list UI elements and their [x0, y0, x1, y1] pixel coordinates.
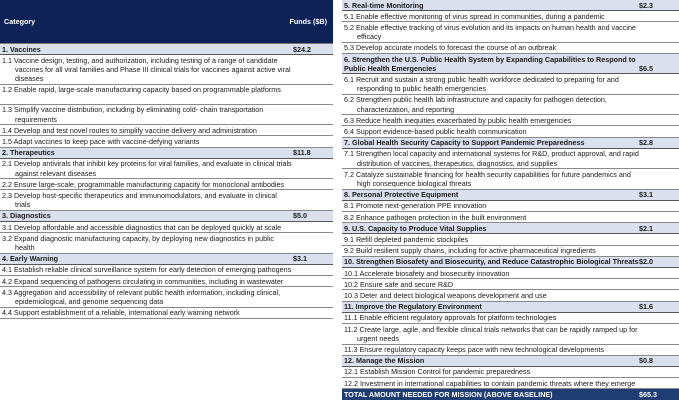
category-funds: $3.1 [293, 254, 307, 264]
line-item-funds [293, 85, 331, 103]
line-item-funds [293, 56, 331, 84]
category-row [342, 0, 679, 11]
line-item-row [342, 367, 679, 378]
line-item-row [0, 222, 333, 233]
line-item-funds [639, 23, 677, 41]
category-title: 9. U.S. Capacity to Produce Vital Supplies [344, 223, 487, 233]
line-item-text: 6.3 Reduce health inequities exacerbated by public health emergencies [344, 115, 572, 125]
category-row [0, 148, 333, 159]
line-item-text: 11.2 Create large, agile, and flexible clinical trials networks that can be rapidly ramped up for urgent needs [344, 324, 638, 343]
line-item-funds [639, 170, 677, 188]
line-item-text: 10.3 Deter and detect biological weapons development and use [344, 290, 547, 300]
category-title: 7. Global Health Security Capacity to Support Pandemic Preparedness [344, 138, 585, 148]
category-funds: $11.8 [293, 148, 311, 158]
line-item-row [0, 159, 333, 179]
line-item-row [342, 246, 679, 257]
line-item-row [0, 125, 333, 136]
line-item-row [0, 190, 333, 210]
line-item-funds [639, 43, 677, 52]
left-table [0, 0, 333, 319]
line-item-row [0, 55, 333, 85]
line-item-row [342, 268, 679, 279]
line-item-row [0, 105, 333, 125]
line-item-row [0, 308, 333, 319]
line-item-funds [639, 116, 677, 125]
line-item-text: 1.5 Adapt vaccines to keep pace with vaccine-defying variants [2, 136, 200, 146]
line-item-funds [639, 235, 677, 244]
line-item-text: 4.2 Expand sequencing of pathogens circulating in communities, including in wastewater [2, 276, 284, 286]
total-funds: $65.3 [639, 389, 657, 399]
line-item-funds [293, 288, 331, 306]
line-item-row [342, 345, 679, 356]
category-funds: $2.0 [639, 257, 653, 267]
category-row [342, 138, 679, 149]
line-item-text: 1.1 Vaccine design, testing, and authorization, including testing of a range of candidate vaccines for all viral families and Phase III clinical trials for vaccines against active viral diseases [2, 55, 291, 84]
line-item-row [342, 212, 679, 223]
category-title: 11. Improve the Regulatory Environment [344, 302, 482, 312]
category-title: 6. Strengthen the U.S. Public Health System by Expanding Capabilities to Respond to Public Health Emergencies [344, 54, 636, 73]
left-table-body [0, 44, 333, 319]
category-row [0, 254, 333, 265]
line-item-text: 4.3 Aggregation and accessibility of relevant public health information, including clinical, epidemiological, and genome sequencing data [2, 287, 281, 306]
line-item-text: 2.3 Develop host-specific therapeutics and immunomodulators, and evaluate in clinical trials [2, 190, 277, 210]
line-item-text: 6.1 Recruit and sustain a strong public health workforce dedicated to preparing for and responding to public health emergencies [344, 74, 619, 94]
category-row [0, 211, 333, 222]
line-item-row [342, 313, 679, 324]
line-item-row [342, 201, 679, 212]
line-item-funds [639, 149, 677, 167]
category-title: 2. Therapeutics [2, 148, 55, 158]
line-item-text: 8.1 Promote next-generation PPE innovation [344, 201, 487, 211]
category-title: 8. Personal Protective Equipment [344, 190, 459, 200]
line-item-funds [639, 367, 677, 376]
line-item-funds [293, 191, 331, 209]
line-item-funds [293, 234, 331, 252]
category-funds: $2.3 [639, 0, 653, 10]
line-item-row [342, 95, 679, 115]
total-row [342, 389, 679, 399]
funds-header: Funds ($B) [289, 17, 327, 26]
category-title: 10. Strengthen Biosafety and Biosecurity, and Reduce Catastrophic Biological Threats [344, 257, 639, 267]
line-item-row [0, 179, 333, 190]
line-item-row [342, 234, 679, 245]
line-item-funds [639, 280, 677, 289]
line-item-row [342, 324, 679, 344]
line-item-row [342, 115, 679, 126]
category-row [342, 356, 679, 367]
line-item-funds [639, 291, 677, 300]
line-item-funds [639, 95, 677, 113]
line-item-text: 6.2 Strengthen public health lab infrastructure and capacity for pathogen detection, characterization, and reporting [344, 95, 607, 114]
line-item-text: 9.2 Build resilient supply chains, including for active pharmaceutical ingredients [344, 246, 596, 256]
line-item-text: 1.4 Develop and test novel routes to simplify vaccine delivery and administration [2, 125, 257, 135]
line-item-row [0, 85, 333, 105]
line-item-funds [293, 308, 331, 317]
line-item-row [342, 11, 679, 22]
line-item-text: 11.1 Enable efficient regulatory approvals for platform technologies [344, 313, 557, 323]
category-row [342, 302, 679, 313]
category-funds: $2.1 [639, 223, 653, 233]
line-item-text: 2.2 Ensure large-scale, programmable manufacturing capacity for monoclonal antibodies [2, 179, 285, 189]
category-funds: $24.2 [293, 44, 311, 54]
category-row [342, 223, 679, 234]
line-item-row [342, 279, 679, 290]
line-item-row [342, 149, 679, 169]
line-item-row [342, 169, 679, 189]
line-item-row [342, 378, 679, 389]
line-item-text: 8.2 Enhance pathogen protection in the built environment [344, 212, 527, 222]
line-item-text: 9.1 Refill depleted pandemic stockpiles [344, 234, 469, 244]
line-item-funds [293, 180, 331, 189]
category-title: 5. Real-time Monitoring [344, 0, 424, 10]
line-item-text: 6.4 Support evidence-based public health communication [344, 126, 527, 136]
line-item-funds [293, 105, 331, 123]
line-item-row [342, 126, 679, 137]
line-item-funds [293, 126, 331, 135]
line-item-funds [293, 265, 331, 274]
line-item-row [342, 22, 679, 42]
line-item-funds [639, 325, 677, 343]
line-item-funds [639, 379, 677, 388]
category-row [0, 44, 333, 55]
line-item-text: 3.2 Expand diagnostic manufacturing capacity, by deploying new diagnostics in public health [2, 233, 274, 252]
line-item-text: 10.1 Accelerate biosafety and biosecurity innovation [344, 268, 510, 278]
category-row [342, 54, 679, 74]
line-item-funds [639, 127, 677, 136]
table-header [0, 0, 333, 44]
line-item-funds [639, 345, 677, 354]
category-funds: $2.8 [639, 138, 653, 148]
category-funds: $6.5 [639, 63, 653, 73]
line-item-text: 10.2 Ensure safe and secure R&D [344, 279, 454, 289]
line-item-text: 7.2 Catalyze sustainable financing for health security capabilities for future pandemics and high consequence biological threats [344, 169, 631, 188]
line-item-text: 1.3 Simplify vaccine distribution, including by eliminating cold- chain transportation requirements [2, 105, 264, 124]
line-item-row [0, 287, 333, 307]
category-funds: $5.0 [293, 211, 307, 221]
line-item-text: 12.2 Investment in international capabilities to contain pandemic threats where they emerge [344, 378, 636, 388]
category-funds: $3.1 [639, 190, 653, 200]
line-item-row [0, 265, 333, 276]
line-item-funds [293, 223, 331, 232]
line-item-text: 4.1 Establish reliable clinical surveillance system for early detection of emerging pathogens [2, 265, 292, 275]
line-item-funds [639, 269, 677, 278]
line-item-row [0, 136, 333, 147]
line-item-row [0, 276, 333, 287]
line-item-text: 4.4 Support establishment of a reliable, international early warning network [2, 308, 240, 318]
line-item-funds [639, 213, 677, 222]
line-item-funds [639, 75, 677, 93]
category-header: Category [4, 17, 36, 26]
line-item-funds [293, 277, 331, 286]
line-item-row [342, 290, 679, 301]
line-item-funds [639, 246, 677, 255]
line-item-row [342, 74, 679, 94]
category-row [342, 190, 679, 201]
line-item-text: 5.2 Enable effective tracking of virus evolution and its impacts on human health and vaccine efficacy [344, 22, 636, 42]
right-table-body [342, 0, 679, 389]
category-title: 12. Manage the Mission [344, 356, 425, 366]
line-item-funds [639, 313, 677, 322]
line-item-text: 1.2 Enable rapid, large-scale manufacturing capacity based on programmable platforms [2, 85, 281, 95]
category-funds: $1.6 [639, 302, 653, 312]
line-item-funds [639, 12, 677, 21]
line-item-text: 11.3 Ensure regulatory capacity keeps pace with new technological developments [344, 345, 604, 354]
line-item-funds [293, 137, 331, 146]
line-item-row [0, 233, 333, 253]
total-label: TOTAL AMOUNT NEEDED FOR MISSION (ABOVE BASELINE) [344, 389, 553, 399]
category-row [342, 257, 679, 268]
line-item-text: 7.1 Strengthen local capacity and international systems for R&D, product approval, and rapid distribution of vaccines, therapeutics, diagnostics, and supplies [344, 149, 639, 168]
line-item-funds [639, 201, 677, 210]
category-title: 3. Diagnostics [2, 211, 51, 221]
line-item-text: 5.1 Enable effective monitoring of virus spread in communities, during a pandemic [344, 11, 605, 21]
line-item-text: 12.1 Establish Mission Control for pandemic preparedness [344, 367, 531, 377]
category-funds: $0.8 [639, 356, 653, 366]
line-item-text: 3.1 Develop affordable and accessible diagnostics that can be deployed quickly at scale [2, 222, 282, 232]
line-item-text: 2.1 Develop antivirals that inhibit key proteins for viral families, and evaluate in clinical trials against relevant diseases [2, 159, 292, 178]
line-item-funds [293, 159, 331, 177]
right-table [342, 0, 679, 400]
category-title: 1. Vaccines [2, 44, 41, 54]
line-item-text: 5.3 Develop accurate models to forecast the course of an outbreak [344, 43, 557, 53]
line-item-row [342, 43, 679, 54]
category-title: 4. Early Warning [2, 254, 59, 264]
